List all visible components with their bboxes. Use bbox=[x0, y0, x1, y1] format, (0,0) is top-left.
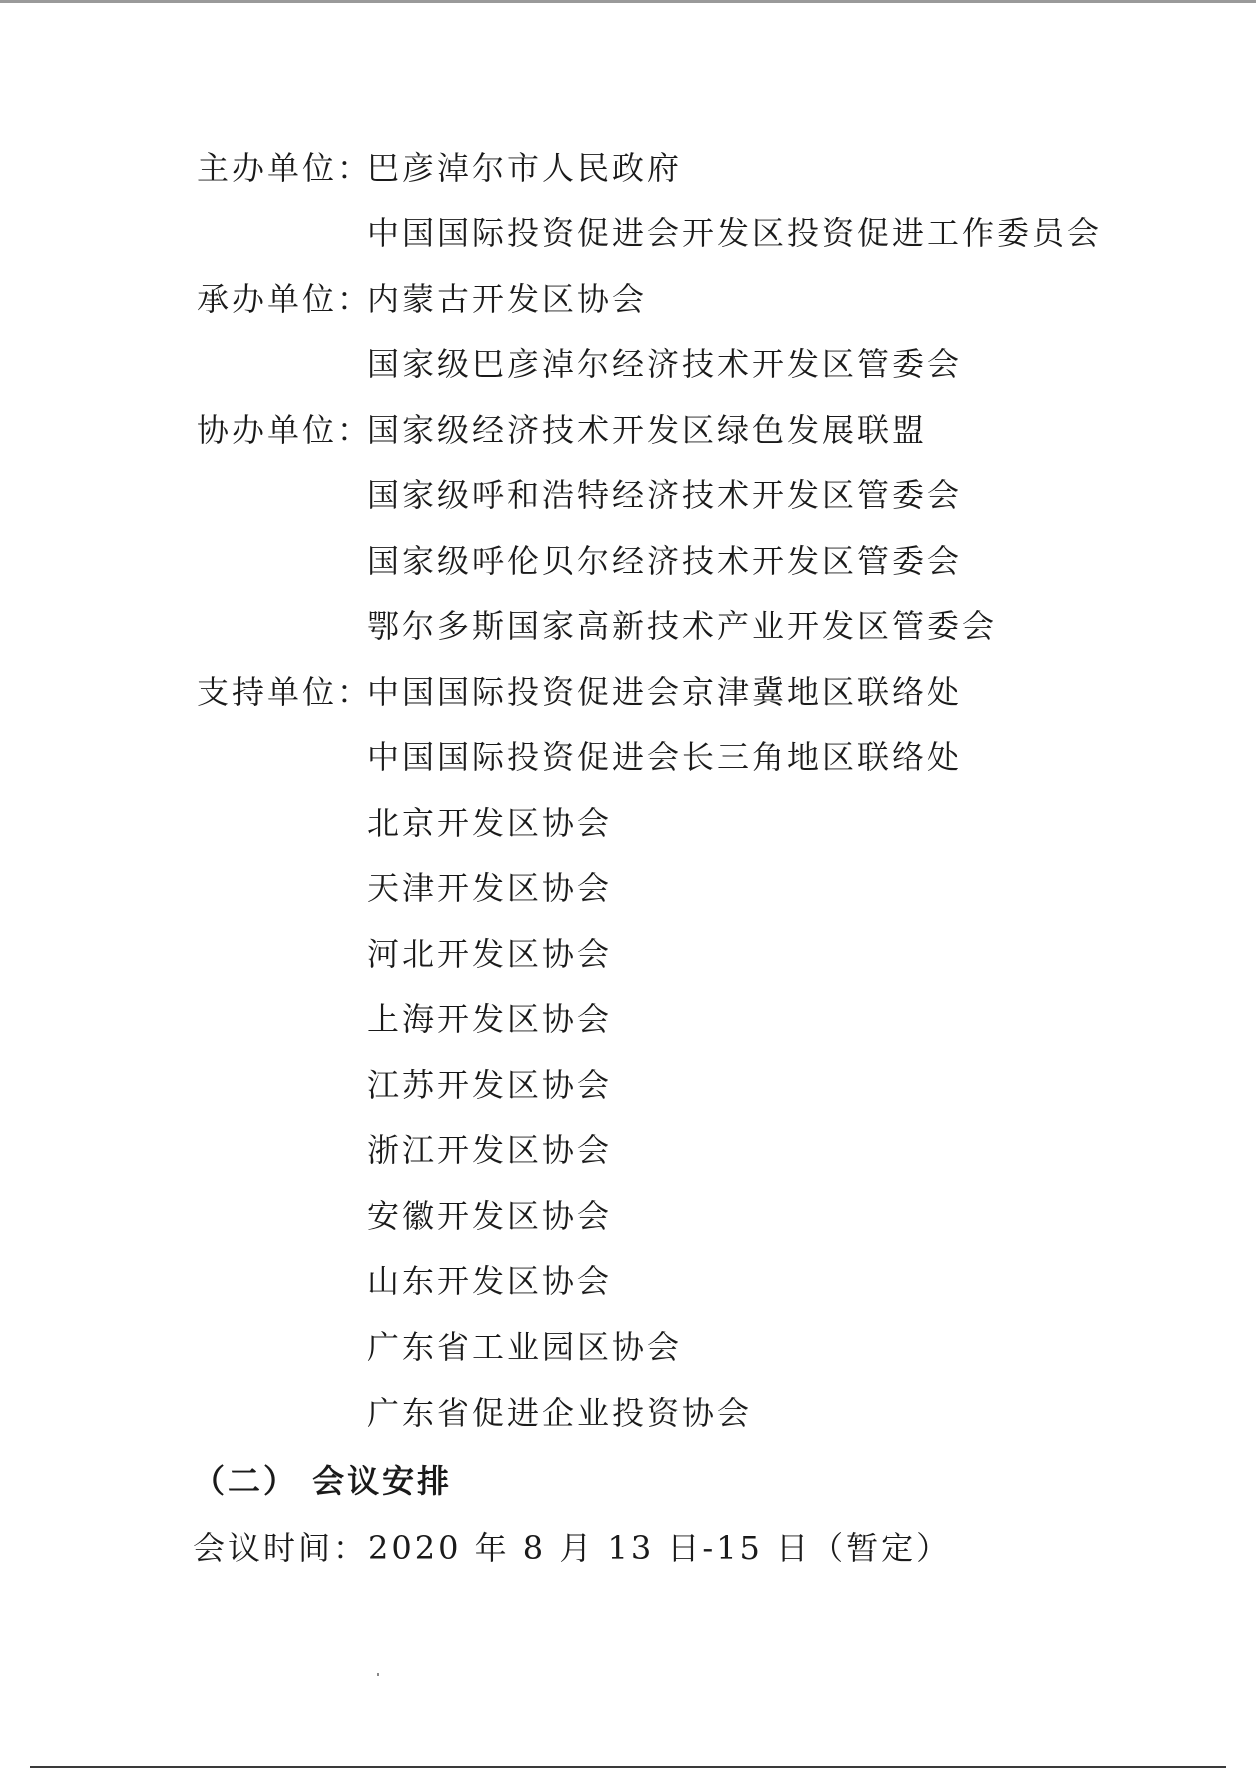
organizer-entry: 国家级巴彦淖尔经济技术开发区管委会 bbox=[367, 345, 963, 383]
supporter-entry: 中国国际投资促进会长三角地区联络处 bbox=[367, 738, 963, 776]
supporter-entry: 安徽开发区协会 bbox=[367, 1197, 613, 1235]
host-entry: 巴彦淖尔市人民政府 bbox=[367, 149, 683, 187]
section-heading: （二） 会议安排 bbox=[193, 1462, 453, 1500]
meeting-time: 会议时间：2020 年 8 月 13 日-15 日（暂定） bbox=[193, 1529, 952, 1567]
supporter-entry: 山东开发区协会 bbox=[367, 1262, 613, 1300]
supporter-entry: 江苏开发区协会 bbox=[367, 1066, 613, 1104]
supporter-entry: 广东省工业园区协会 bbox=[367, 1328, 683, 1366]
supporter-entry: 河北开发区协会 bbox=[367, 935, 613, 973]
top-border-line bbox=[0, 0, 1256, 3]
scan-speck bbox=[377, 1673, 379, 1676]
supporter-label: 支持单位： bbox=[197, 673, 373, 711]
supporter-entry: 浙江开发区协会 bbox=[367, 1131, 613, 1169]
co-organizer-entry: 国家级呼伦贝尔经济技术开发区管委会 bbox=[367, 542, 963, 580]
organizer-entry: 内蒙古开发区协会 bbox=[367, 280, 648, 318]
supporter-entry: 中国国际投资促进会京津冀地区联络处 bbox=[367, 673, 963, 711]
co-organizer-entry: 国家级经济技术开发区绿色发展联盟 bbox=[367, 411, 928, 449]
supporter-entry: 上海开发区协会 bbox=[367, 1000, 613, 1038]
supporter-entry: 北京开发区协会 bbox=[367, 804, 613, 842]
organizer-label: 承办单位： bbox=[197, 280, 373, 318]
supporter-entry: 广东省促进企业投资协会 bbox=[367, 1394, 753, 1432]
bottom-border-line bbox=[30, 1766, 1226, 1768]
supporter-entry: 天津开发区协会 bbox=[367, 869, 613, 907]
host-label: 主办单位： bbox=[197, 149, 373, 187]
co-organizer-entry: 国家级呼和浩特经济技术开发区管委会 bbox=[367, 476, 963, 514]
co-organizer-label: 协办单位： bbox=[197, 411, 373, 449]
host-entry: 中国国际投资促进会开发区投资促进工作委员会 bbox=[367, 214, 1103, 252]
co-organizer-entry: 鄂尔多斯国家高新技术产业开发区管委会 bbox=[367, 607, 998, 645]
